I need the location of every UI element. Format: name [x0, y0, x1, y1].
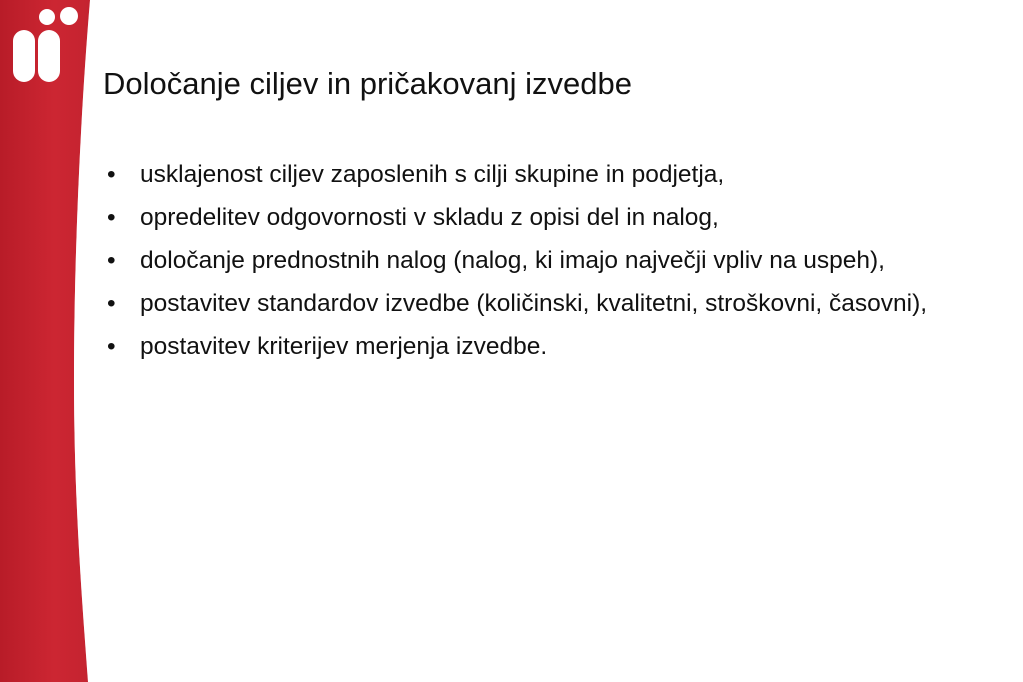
left-red-band	[0, 0, 110, 682]
bullet-item-5	[104, 332, 984, 361]
bullet-item-1	[104, 160, 984, 189]
bullet-dot: •	[107, 161, 116, 188]
bullet-list	[104, 160, 984, 375]
bullet-item-2	[104, 203, 984, 232]
bullet-text: postavitev kriterijev merjenja izvedbe.	[140, 333, 548, 360]
bullet-text: opredelitev odgovornosti v skladu z opisi del in nalog,	[140, 204, 719, 231]
bullet-text: postavitev standardov izvedbe (količinski, kvalitetni, stroškovni, časovni),	[140, 290, 928, 317]
bullet-text: določanje prednostnih nalog (nalog, ki imajo največji vpliv na uspeh),	[140, 247, 885, 274]
bullet-text: usklajenost ciljev zaposlenih s cilji skupine in podjetja,	[140, 161, 725, 188]
bullet-item-4	[104, 289, 984, 318]
slide-title: Določanje ciljev in pričakovanj izvedbe	[103, 66, 632, 101]
ii-brand-logo-icon	[0, 0, 100, 100]
bullet-dot: •	[107, 333, 116, 360]
bullet-dot: •	[107, 204, 116, 231]
bullet-dot: •	[107, 247, 116, 274]
bullet-dot: •	[107, 290, 116, 317]
bullet-item-3	[104, 246, 984, 275]
